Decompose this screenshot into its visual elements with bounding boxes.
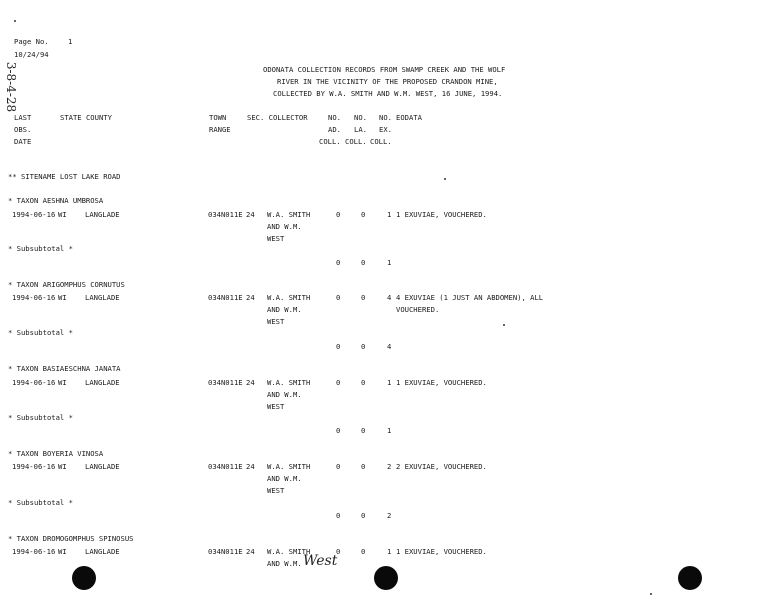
- handwritten-document-id: 3-8-4-28: [4, 61, 19, 113]
- header-eodata: EODATA: [396, 113, 422, 122]
- record-collector: W.A. SMITH: [267, 462, 311, 471]
- record-date: 1994-06-16: [12, 293, 56, 302]
- taxon-name: * TAXON BASIAESCHNA JANATA: [8, 364, 121, 373]
- record-state: WI: [58, 210, 67, 219]
- report-title-line-1: ODONATA COLLECTION RECORDS FROM SWAMP CREEK AND THE WOLF: [263, 65, 506, 74]
- record-date: 1994-06-16: [12, 378, 56, 387]
- record-la: 0: [361, 293, 366, 302]
- record-eodata: 4 EXUVIAE (1 JUST AN ABDOMEN), ALL: [396, 293, 544, 302]
- header-coll-ex: COLL.: [370, 137, 392, 146]
- record-town: 034N011E: [208, 210, 243, 219]
- record-collector: WEST: [267, 486, 285, 495]
- record-county: LANGLADE: [85, 210, 120, 219]
- subtotal-label: * Subsubtotal *: [8, 413, 73, 422]
- header-coll-ad: COLL.: [319, 137, 341, 146]
- record-ex: 4: [387, 293, 392, 302]
- record-sec: 24: [246, 462, 255, 471]
- record-sec: 24: [246, 378, 255, 387]
- subtotal-label: * Subsubtotal *: [8, 328, 73, 337]
- taxon-name: * TAXON BOYERIA VINOSA: [8, 449, 104, 458]
- subtotal-ex: 1: [387, 426, 392, 435]
- header-last: LAST: [14, 113, 32, 122]
- punch-hole: [678, 566, 702, 590]
- record-ex: 1: [387, 378, 392, 387]
- record-la: 0: [361, 462, 366, 471]
- record-county: LANGLADE: [85, 378, 120, 387]
- record-collector: WEST: [267, 402, 285, 411]
- record-eodata: 1 EXUVIAE, VOUCHERED.: [396, 210, 487, 219]
- record-town: 034N011E: [208, 378, 243, 387]
- record-la: 0: [361, 547, 366, 556]
- handwritten-collector-annotation: West: [303, 553, 338, 569]
- page-label: Page No.: [14, 37, 49, 46]
- record-collector: W.A. SMITH: [267, 547, 311, 556]
- header-no-ad: NO.: [328, 113, 341, 122]
- header-state-county: STATE COUNTY: [60, 113, 112, 122]
- print-date: 10/24/94: [14, 50, 49, 59]
- record-eodata: 2 EXUVIAE, VOUCHERED.: [396, 462, 487, 471]
- header-ad: AD.: [328, 125, 341, 134]
- header-town: TOWN: [209, 113, 227, 122]
- subtotal-label: * Subsubtotal *: [8, 244, 73, 253]
- subtotal-ad: 0: [336, 258, 341, 267]
- record-state: WI: [58, 462, 67, 471]
- subtotal-la: 0: [361, 511, 366, 520]
- page-number: 1: [68, 37, 73, 46]
- record-county: LANGLADE: [85, 293, 120, 302]
- record-ad: 0: [336, 210, 341, 219]
- record-town: 034N011E: [208, 547, 243, 556]
- record-ex: 1: [387, 547, 392, 556]
- record-collector: WEST: [267, 317, 285, 326]
- record-ex: 1: [387, 210, 392, 219]
- header-coll-la: COLL.: [345, 137, 367, 146]
- record-collector: AND W.M.: [267, 222, 302, 231]
- report-title-line-2: RIVER IN THE VICINITY OF THE PROPOSED CRANDON MINE,: [277, 77, 498, 86]
- record-date: 1994-06-16: [12, 210, 56, 219]
- record-date: 1994-06-16: [12, 547, 56, 556]
- punch-hole: [72, 566, 96, 590]
- record-collector: AND W.M.: [267, 559, 302, 568]
- record-state: WI: [58, 547, 67, 556]
- record-sec: 24: [246, 547, 255, 556]
- header-no-la: NO.: [354, 113, 367, 122]
- record-ad: 0: [336, 293, 341, 302]
- record-collector: W.A. SMITH: [267, 210, 311, 219]
- record-eodata: VOUCHERED.: [396, 305, 440, 314]
- header-ex: EX.: [379, 125, 392, 134]
- record-la: 0: [361, 378, 366, 387]
- record-state: WI: [58, 378, 67, 387]
- scan-speck: [14, 20, 16, 22]
- header-sec-collector: SEC. COLLECTOR: [247, 113, 308, 122]
- punch-hole: [374, 566, 398, 590]
- header-date: DATE: [14, 137, 32, 146]
- header-range: RANGE: [209, 125, 231, 134]
- report-title-line-3: COLLECTED BY W.A. SMITH AND W.M. WEST, 16 JUNE, 1994.: [273, 89, 503, 98]
- header-obs: OBS.: [14, 125, 32, 134]
- sitename: ** SITENAME LOST LAKE ROAD: [8, 172, 121, 181]
- record-ad: 0: [336, 378, 341, 387]
- subtotal-ad: 0: [336, 342, 341, 351]
- header-no-ex: NO.: [379, 113, 392, 122]
- taxon-name: * TAXON AESHNA UMBROSA: [8, 196, 104, 205]
- scan-speck: [444, 178, 446, 180]
- header-la: LA.: [354, 125, 367, 134]
- subtotal-ex: 2: [387, 511, 392, 520]
- record-state: WI: [58, 293, 67, 302]
- subtotal-la: 0: [361, 258, 366, 267]
- record-eodata: 1 EXUVIAE, VOUCHERED.: [396, 378, 487, 387]
- record-collector: AND W.M.: [267, 474, 302, 483]
- taxon-name: * TAXON ARIGOMPHUS CORNUTUS: [8, 280, 125, 289]
- scan-speck: [503, 324, 505, 326]
- record-county: LANGLADE: [85, 462, 120, 471]
- record-la: 0: [361, 210, 366, 219]
- record-collector: AND W.M.: [267, 305, 302, 314]
- taxon-name: * TAXON DROMOGOMPHUS SPINOSUS: [8, 534, 134, 543]
- record-collector: WEST: [267, 234, 285, 243]
- subtotal-ex: 4: [387, 342, 392, 351]
- subtotal-la: 0: [361, 426, 366, 435]
- subtotal-la: 0: [361, 342, 366, 351]
- scan-speck: [650, 593, 652, 595]
- record-sec: 24: [246, 293, 255, 302]
- subtotal-ad: 0: [336, 426, 341, 435]
- record-collector: AND W.M.: [267, 390, 302, 399]
- record-town: 034N011E: [208, 462, 243, 471]
- record-eodata: 1 EXUVIAE, VOUCHERED.: [396, 547, 487, 556]
- record-date: 1994-06-16: [12, 462, 56, 471]
- record-ad: 0: [336, 462, 341, 471]
- record-ex: 2: [387, 462, 392, 471]
- subtotal-label: * Subsubtotal *: [8, 498, 73, 507]
- record-collector: W.A. SMITH: [267, 378, 311, 387]
- subtotal-ex: 1: [387, 258, 392, 267]
- record-sec: 24: [246, 210, 255, 219]
- record-ad: 0: [336, 547, 341, 556]
- subtotal-ad: 0: [336, 511, 341, 520]
- record-collector: W.A. SMITH: [267, 293, 311, 302]
- record-county: LANGLADE: [85, 547, 120, 556]
- record-town: 034N011E: [208, 293, 243, 302]
